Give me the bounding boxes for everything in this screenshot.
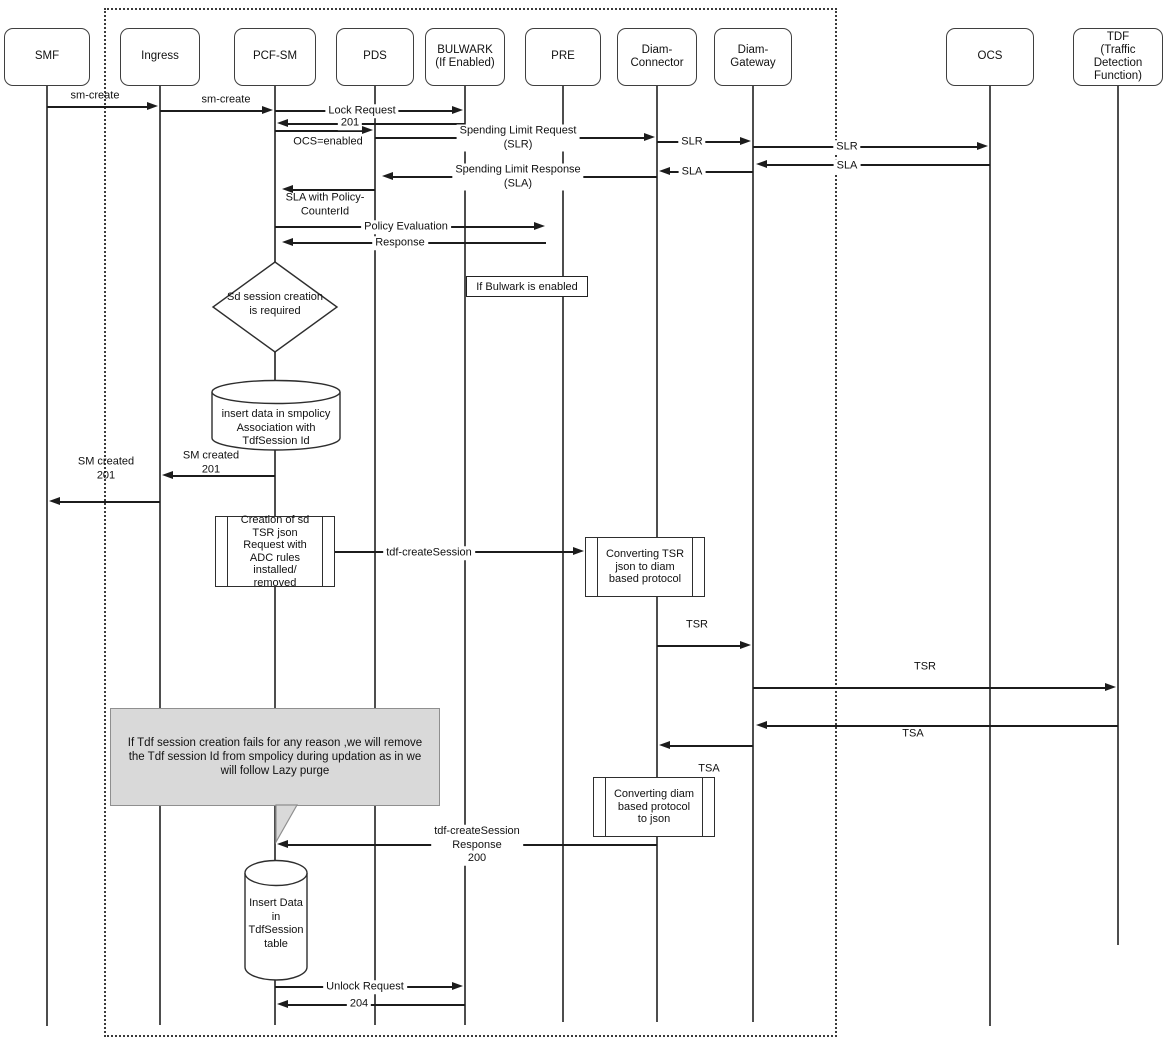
message-label: Response bbox=[372, 236, 428, 250]
message-label: 201 bbox=[338, 116, 362, 130]
message-line bbox=[58, 501, 160, 503]
message-label: SLA bbox=[834, 159, 861, 173]
message-label: SM created 201 bbox=[77, 455, 135, 481]
callout-tail bbox=[270, 805, 304, 845]
database-cylinder-smpolicy-text: insert data in smpolicy Association with TdfSession Id bbox=[221, 408, 331, 447]
message-label: OCS=enabled bbox=[293, 135, 363, 148]
actor-box-diam-gateway: Diam- Gateway bbox=[714, 28, 792, 86]
message-label: SM created 201 bbox=[182, 449, 240, 475]
arrowhead bbox=[49, 497, 60, 505]
message-label: SLR bbox=[833, 140, 860, 154]
process-box-diam-to-json bbox=[593, 777, 715, 837]
message-label: Lock Request bbox=[325, 104, 398, 118]
actor-box-pds: PDS bbox=[336, 28, 414, 86]
message-label: sm-create bbox=[70, 89, 120, 102]
callout-lazy-purge-text: If Tdf session creation fails for any reason ,we will remove the Tdf session Id from smpolicy during updation as in we will follow Lazy purge bbox=[127, 737, 423, 777]
arrowhead bbox=[262, 106, 273, 114]
note-if-bulwark-enabled bbox=[466, 276, 588, 297]
process-box-tsr-creation-text: Creation of sd TSR json Request with ADC rules installed/ removed bbox=[240, 514, 310, 589]
message-label: Policy Evaluation bbox=[361, 220, 451, 234]
message-label: TSA bbox=[902, 727, 924, 740]
process-box-right-rule bbox=[322, 517, 323, 586]
process-box-left-rule bbox=[227, 517, 228, 586]
dotted-boundary-frame bbox=[104, 8, 837, 1037]
decision-diamond-text: Sd session creation is required bbox=[227, 291, 323, 317]
message-label: Spending Limit Response (SLA) bbox=[452, 164, 583, 191]
arrowhead bbox=[147, 102, 158, 110]
message-line bbox=[753, 687, 1107, 689]
message-line bbox=[160, 110, 264, 112]
lifeline-ingress bbox=[159, 86, 161, 1025]
arrowhead bbox=[382, 172, 393, 180]
actor-box-smf: SMF bbox=[4, 28, 90, 86]
process-box-json-to-diam-text: Converting TSR json to diam based protocol bbox=[605, 548, 685, 586]
lifeline-smf bbox=[46, 86, 48, 1026]
message-line bbox=[291, 189, 375, 191]
arrowhead bbox=[277, 119, 288, 127]
message-label: tdf-createSession bbox=[383, 546, 475, 560]
arrowhead bbox=[452, 106, 463, 114]
message-line bbox=[286, 1004, 465, 1006]
process-box-right-rule bbox=[702, 778, 703, 836]
message-label: TSR bbox=[914, 660, 936, 673]
arrowhead bbox=[740, 137, 751, 145]
message-line bbox=[286, 123, 465, 125]
actor-box-bulwark: BULWARK (If Enabled) bbox=[425, 28, 505, 86]
actor-box-pcf-sm: PCF-SM bbox=[234, 28, 316, 86]
arrowhead bbox=[282, 238, 293, 246]
note-if-bulwark-enabled-text: If Bulwark is enabled bbox=[476, 280, 578, 293]
actor-box-tdf: TDF (Traffic Detection Function) bbox=[1073, 28, 1163, 86]
arrowhead bbox=[977, 142, 988, 150]
message-label: Unlock Request bbox=[323, 980, 407, 994]
message-line bbox=[657, 645, 742, 647]
actor-box-diam-connector: Diam- Connector bbox=[617, 28, 697, 86]
arrowhead bbox=[740, 641, 751, 649]
arrowhead bbox=[452, 982, 463, 990]
arrowhead bbox=[162, 471, 173, 479]
process-box-left-rule bbox=[597, 538, 598, 596]
arrowhead bbox=[659, 167, 670, 175]
message-label: SLA with Policy- CounterId bbox=[285, 191, 365, 217]
arrowhead bbox=[756, 721, 767, 729]
arrowhead bbox=[644, 133, 655, 141]
arrowhead bbox=[659, 741, 670, 749]
arrowhead bbox=[573, 547, 584, 555]
message-line bbox=[47, 106, 149, 108]
arrowhead bbox=[534, 222, 545, 230]
process-box-diam-to-json-text: Converting diam based protocol to json bbox=[613, 788, 695, 826]
message-label: tdf-createSession Response 200 bbox=[431, 825, 523, 866]
arrowhead bbox=[362, 126, 373, 134]
process-box-json-to-diam bbox=[585, 537, 705, 597]
message-line bbox=[765, 164, 990, 166]
lifeline-pre bbox=[562, 86, 564, 1022]
message-label: SLR bbox=[678, 135, 705, 149]
message-label: SLA bbox=[679, 165, 706, 179]
callout-lazy-purge-note bbox=[110, 708, 440, 806]
message-label: sm-create bbox=[201, 93, 251, 106]
actor-box-ocs: OCS bbox=[946, 28, 1034, 86]
message-label: TSA bbox=[698, 762, 720, 775]
message-line bbox=[765, 725, 1118, 727]
process-box-right-rule bbox=[692, 538, 693, 596]
lifeline-tdf bbox=[1117, 86, 1119, 945]
process-box-left-rule bbox=[605, 778, 606, 836]
lifeline-diam-gateway bbox=[752, 86, 754, 1022]
database-cylinder-tdfsession-text: Insert Data in TdfSession table bbox=[248, 897, 304, 950]
message-label: Spending Limit Request (SLR) bbox=[457, 125, 580, 152]
actor-box-ingress: Ingress bbox=[120, 28, 200, 86]
arrowhead bbox=[1105, 683, 1116, 691]
message-line bbox=[668, 745, 753, 747]
lifeline-ocs bbox=[989, 86, 991, 1026]
arrowhead bbox=[756, 160, 767, 168]
message-line bbox=[753, 146, 979, 148]
message-line bbox=[275, 130, 364, 132]
message-label: TSR bbox=[686, 618, 708, 631]
actor-box-pre: PRE bbox=[525, 28, 601, 86]
arrowhead bbox=[277, 1000, 288, 1008]
message-label: 204 bbox=[347, 997, 371, 1011]
process-box-tsr-creation bbox=[215, 516, 335, 587]
